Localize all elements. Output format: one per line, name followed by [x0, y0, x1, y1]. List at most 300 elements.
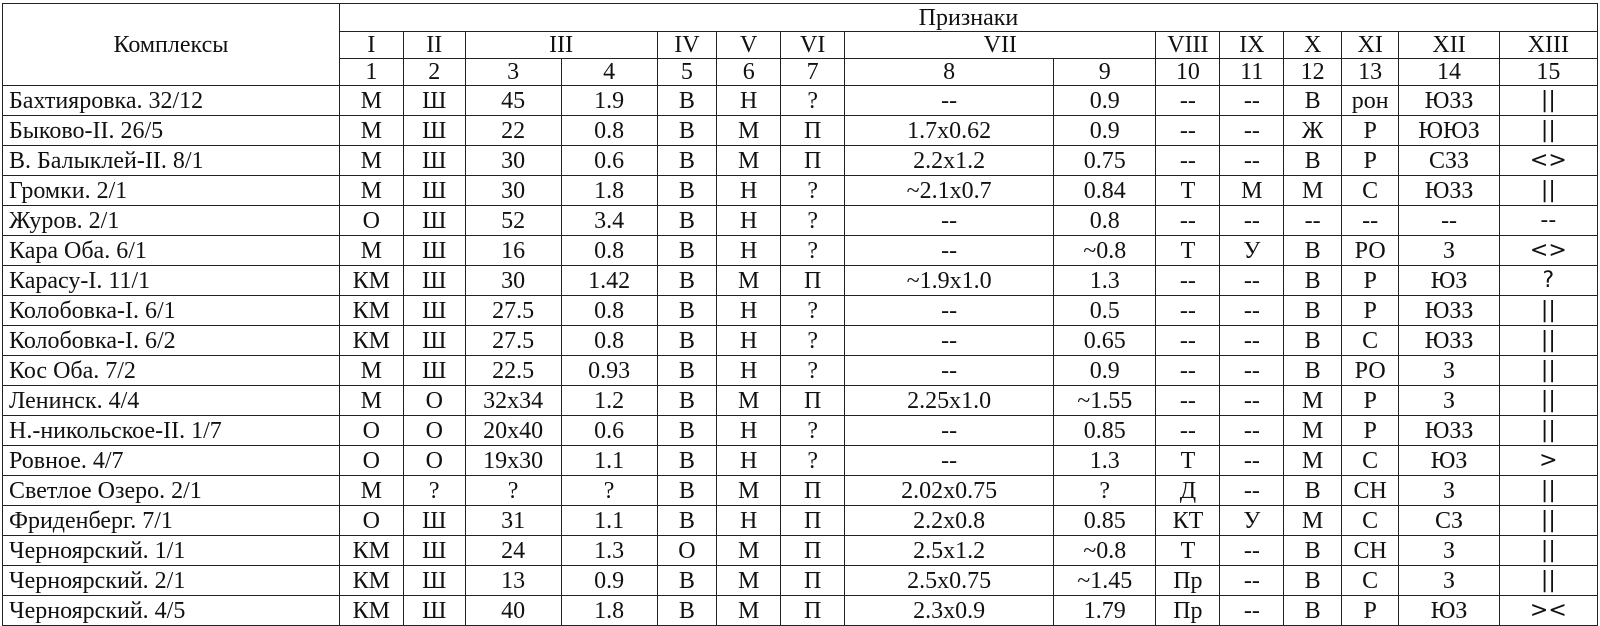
- sign-cell-1: М: [339, 356, 403, 386]
- sign-cell-5: В: [657, 86, 717, 116]
- column-header: 6: [717, 59, 781, 86]
- sign-cell-7: ?: [781, 236, 845, 266]
- sign-cell-3: 16: [465, 236, 561, 266]
- sign-cell-12: М: [1284, 506, 1342, 536]
- sign-cell-9: 0.9: [1054, 116, 1156, 146]
- sign-cell-15: >: [1499, 446, 1597, 476]
- sign-cell-15: ||: [1499, 86, 1597, 116]
- sign-cell-2: Ш: [403, 116, 465, 146]
- sign-cell-1: КМ: [339, 536, 403, 566]
- sign-cell-8: 2.2x1.2: [845, 146, 1054, 176]
- sign-cell-4: ?: [561, 476, 657, 506]
- sign-cell-3: ?: [465, 476, 561, 506]
- sign-cell-12: М: [1284, 416, 1342, 446]
- sign-cell-5: В: [657, 386, 717, 416]
- sign-cell-3: 40: [465, 596, 561, 626]
- table-row: [3, 236, 1598, 266]
- sign-cell-3: 30: [465, 146, 561, 176]
- sign-cell-2: Ш: [403, 176, 465, 206]
- complex-name-cell: Черноярский. 2/1: [3, 566, 340, 596]
- sign-cell-7: П: [781, 146, 845, 176]
- sign-cell-7: П: [781, 596, 845, 626]
- table-row: [3, 596, 1598, 626]
- sign-cell-6: Н: [717, 236, 781, 266]
- sign-cell-15: ||: [1499, 326, 1597, 356]
- sign-cell-6: Н: [717, 206, 781, 236]
- sign-cell-13: Р: [1341, 146, 1399, 176]
- sign-cell-8: 2.5x0.75: [845, 566, 1054, 596]
- table-row: [3, 536, 1598, 566]
- column-header: 13: [1341, 59, 1399, 86]
- sign-cell-15: ||: [1499, 506, 1597, 536]
- sign-cell-1: О: [339, 446, 403, 476]
- sign-cell-1: КМ: [339, 566, 403, 596]
- sign-cell-9: ~1.45: [1054, 566, 1156, 596]
- sign-cell-11: --: [1220, 116, 1284, 146]
- sign-cell-10: --: [1156, 326, 1220, 356]
- sign-cell-8: 1.7x0.62: [845, 116, 1054, 146]
- table-row: [3, 146, 1598, 176]
- sign-cell-6: М: [717, 146, 781, 176]
- sign-cell-10: --: [1156, 206, 1220, 236]
- sign-cell-13: С: [1341, 506, 1399, 536]
- sign-cell-6: Н: [717, 86, 781, 116]
- sign-cell-2: ?: [403, 476, 465, 506]
- sign-cell-11: --: [1220, 356, 1284, 386]
- sign-cell-12: В: [1284, 326, 1342, 356]
- sign-cell-4: 0.9: [561, 566, 657, 596]
- sign-cell-5: В: [657, 416, 717, 446]
- sign-cell-13: Р: [1341, 116, 1399, 146]
- sign-cell-2: Ш: [403, 326, 465, 356]
- table-container: [2, 3, 1598, 626]
- group-header: VI: [781, 32, 845, 59]
- table-row: [3, 566, 1598, 596]
- sign-cell-1: О: [339, 206, 403, 236]
- sign-cell-10: --: [1156, 86, 1220, 116]
- sign-cell-9: 0.5: [1054, 296, 1156, 326]
- sign-cell-8: --: [845, 446, 1054, 476]
- sign-cell-11: У: [1220, 236, 1284, 266]
- sign-cell-3: 13: [465, 566, 561, 596]
- sign-cell-9: 0.9: [1054, 86, 1156, 116]
- sign-cell-9: ~0.8: [1054, 536, 1156, 566]
- sign-cell-5: В: [657, 476, 717, 506]
- sign-cell-3: 27.5: [465, 326, 561, 356]
- sign-cell-8: --: [845, 416, 1054, 446]
- sign-cell-4: 1.8: [561, 176, 657, 206]
- sign-cell-8: 2.02x0.75: [845, 476, 1054, 506]
- sign-cell-9: 1.3: [1054, 446, 1156, 476]
- sign-cell-15: ||: [1499, 356, 1597, 386]
- sign-cell-6: М: [717, 266, 781, 296]
- sign-cell-4: 0.8: [561, 326, 657, 356]
- sign-cell-12: В: [1284, 356, 1342, 386]
- sign-cell-5: В: [657, 326, 717, 356]
- sign-cell-8: 2.2x0.8: [845, 506, 1054, 536]
- sign-cell-12: М: [1284, 176, 1342, 206]
- sign-cell-7: П: [781, 536, 845, 566]
- sign-cell-2: Ш: [403, 506, 465, 536]
- sign-cell-11: --: [1220, 416, 1284, 446]
- group-header: XIII: [1499, 32, 1597, 59]
- complex-name-cell: Ровное. 4/7: [3, 446, 340, 476]
- sign-cell-9: 1.79: [1054, 596, 1156, 626]
- sign-cell-14: ЮЗЗ: [1399, 296, 1499, 326]
- sign-cell-13: рон: [1341, 86, 1399, 116]
- sign-cell-5: В: [657, 236, 717, 266]
- sign-cell-6: Н: [717, 296, 781, 326]
- sign-cell-10: КТ: [1156, 506, 1220, 536]
- sign-cell-12: В: [1284, 266, 1342, 296]
- sign-cell-11: --: [1220, 146, 1284, 176]
- sign-cell-9: 0.85: [1054, 506, 1156, 536]
- sign-cell-9: 0.8: [1054, 206, 1156, 236]
- group-header: XI: [1341, 32, 1399, 59]
- sign-cell-15: <>: [1499, 236, 1597, 266]
- sign-cell-8: 2.25x1.0: [845, 386, 1054, 416]
- sign-cell-11: --: [1220, 596, 1284, 626]
- sign-cell-7: ?: [781, 86, 845, 116]
- sign-cell-7: П: [781, 476, 845, 506]
- sign-cell-8: --: [845, 326, 1054, 356]
- column-header: 1: [339, 59, 403, 86]
- table-row: [3, 86, 1598, 116]
- group-header: VII: [845, 32, 1156, 59]
- sign-cell-3: 30: [465, 176, 561, 206]
- sign-cell-3: 45: [465, 86, 561, 116]
- sign-cell-13: Р: [1341, 596, 1399, 626]
- sign-cell-15: ||: [1499, 416, 1597, 446]
- sign-cell-7: П: [781, 506, 845, 536]
- sign-cell-1: КМ: [339, 326, 403, 356]
- sign-cell-3: 30: [465, 266, 561, 296]
- sign-cell-10: Пр: [1156, 566, 1220, 596]
- sign-cell-12: В: [1284, 146, 1342, 176]
- sign-cell-11: --: [1220, 476, 1284, 506]
- sign-cell-5: В: [657, 116, 717, 146]
- sign-cell-14: СЗЗ: [1399, 146, 1499, 176]
- table-row: [3, 326, 1598, 356]
- sign-cell-14: ЮЗ: [1399, 266, 1499, 296]
- sign-cell-3: 22.5: [465, 356, 561, 386]
- group-header: VIII: [1156, 32, 1220, 59]
- sign-cell-5: В: [657, 146, 717, 176]
- sign-cell-15: ||: [1499, 176, 1597, 206]
- sign-cell-8: --: [845, 356, 1054, 386]
- complex-name-cell: Светлое Озеро. 2/1: [3, 476, 340, 506]
- sign-cell-11: --: [1220, 326, 1284, 356]
- sign-cell-7: ?: [781, 296, 845, 326]
- sign-cell-14: З: [1399, 356, 1499, 386]
- sign-cell-1: М: [339, 146, 403, 176]
- sign-cell-5: В: [657, 446, 717, 476]
- column-header: 9: [1054, 59, 1156, 86]
- table-row: [3, 206, 1598, 236]
- table-row: [3, 446, 1598, 476]
- group-header: X: [1284, 32, 1342, 59]
- sign-cell-6: М: [717, 536, 781, 566]
- sign-cell-13: С: [1341, 446, 1399, 476]
- sign-cell-7: П: [781, 266, 845, 296]
- table-row: [3, 476, 1598, 506]
- sign-cell-3: 20x40: [465, 416, 561, 446]
- sign-cell-6: Н: [717, 176, 781, 206]
- sign-cell-13: СН: [1341, 536, 1399, 566]
- sign-cell-14: ЮЮЗ: [1399, 116, 1499, 146]
- sign-cell-9: 1.3: [1054, 266, 1156, 296]
- sign-cell-6: Н: [717, 506, 781, 536]
- sign-cell-2: Ш: [403, 296, 465, 326]
- sign-cell-14: ЮЗ: [1399, 596, 1499, 626]
- sign-cell-6: М: [717, 116, 781, 146]
- table-row: [3, 356, 1598, 386]
- sign-cell-2: О: [403, 386, 465, 416]
- sign-cell-15: ||: [1499, 386, 1597, 416]
- sign-cell-5: В: [657, 596, 717, 626]
- sign-cell-13: С: [1341, 326, 1399, 356]
- sign-cell-4: 0.8: [561, 296, 657, 326]
- sign-cell-4: 3.4: [561, 206, 657, 236]
- table-row: [3, 116, 1598, 146]
- sign-cell-6: М: [717, 476, 781, 506]
- sign-cell-9: 0.85: [1054, 416, 1156, 446]
- sign-cell-4: 1.1: [561, 446, 657, 476]
- sign-cell-11: --: [1220, 266, 1284, 296]
- sign-cell-13: --: [1341, 206, 1399, 236]
- sign-cell-1: О: [339, 506, 403, 536]
- sign-cell-11: --: [1220, 536, 1284, 566]
- table-row: [3, 506, 1598, 536]
- sign-cell-3: 52: [465, 206, 561, 236]
- sign-cell-3: 19x30: [465, 446, 561, 476]
- sign-cell-15: ||: [1499, 476, 1597, 506]
- sign-cell-15: ||: [1499, 116, 1597, 146]
- sign-cell-2: О: [403, 416, 465, 446]
- complex-name-cell: Колобовка-I. 6/1: [3, 296, 340, 326]
- group-header: IV: [657, 32, 717, 59]
- sign-cell-4: 0.6: [561, 416, 657, 446]
- sign-cell-5: В: [657, 206, 717, 236]
- sign-cell-1: М: [339, 116, 403, 146]
- sign-cell-7: П: [781, 566, 845, 596]
- sign-cell-15: ?: [1499, 266, 1597, 296]
- column-header: 12: [1284, 59, 1342, 86]
- sign-cell-12: В: [1284, 86, 1342, 116]
- column-header: 10: [1156, 59, 1220, 86]
- sign-cell-3: 22: [465, 116, 561, 146]
- complex-name-cell: Ленинск. 4/4: [3, 386, 340, 416]
- signs-header: Признаки: [339, 4, 1597, 32]
- column-header: 15: [1499, 59, 1597, 86]
- sign-cell-11: У: [1220, 506, 1284, 536]
- sign-cell-4: 1.9: [561, 86, 657, 116]
- sign-cell-7: ?: [781, 446, 845, 476]
- sign-cell-12: В: [1284, 596, 1342, 626]
- table-body: [3, 86, 1598, 626]
- complexes-header: Комплексы: [3, 4, 340, 86]
- sign-cell-13: С: [1341, 176, 1399, 206]
- sign-cell-6: Н: [717, 326, 781, 356]
- sign-cell-14: З: [1399, 236, 1499, 266]
- sign-cell-13: РО: [1341, 356, 1399, 386]
- sign-cell-1: М: [339, 176, 403, 206]
- sign-cell-14: --: [1399, 206, 1499, 236]
- sign-cell-2: Ш: [403, 356, 465, 386]
- sign-cell-3: 31: [465, 506, 561, 536]
- sign-cell-8: ~2.1x0.7: [845, 176, 1054, 206]
- sign-cell-13: РО: [1341, 236, 1399, 266]
- complex-name-cell: Фриденберг. 7/1: [3, 506, 340, 536]
- sign-cell-7: ?: [781, 356, 845, 386]
- header-row-signs: [3, 4, 1598, 32]
- sign-cell-1: О: [339, 416, 403, 446]
- sign-cell-10: Т: [1156, 446, 1220, 476]
- sign-cell-13: Р: [1341, 386, 1399, 416]
- sign-cell-8: 2.5x1.2: [845, 536, 1054, 566]
- sign-cell-14: З: [1399, 386, 1499, 416]
- sign-cell-12: В: [1284, 296, 1342, 326]
- sign-cell-5: В: [657, 176, 717, 206]
- group-header: I: [339, 32, 403, 59]
- sign-cell-4: 1.3: [561, 536, 657, 566]
- sign-cell-13: СН: [1341, 476, 1399, 506]
- sign-cell-15: <>: [1499, 146, 1597, 176]
- sign-cell-4: 0.8: [561, 116, 657, 146]
- sign-cell-5: В: [657, 356, 717, 386]
- sign-cell-8: --: [845, 296, 1054, 326]
- sign-cell-1: КМ: [339, 296, 403, 326]
- sign-cell-2: Ш: [403, 86, 465, 116]
- sign-cell-7: П: [781, 116, 845, 146]
- sign-cell-11: --: [1220, 206, 1284, 236]
- sign-cell-6: Н: [717, 446, 781, 476]
- column-header: 4: [561, 59, 657, 86]
- complex-name-cell: Быково-II. 26/5: [3, 116, 340, 146]
- sign-cell-11: --: [1220, 296, 1284, 326]
- sign-cell-11: --: [1220, 446, 1284, 476]
- sign-cell-10: --: [1156, 416, 1220, 446]
- complex-name-cell: Черноярский. 1/1: [3, 536, 340, 566]
- complex-name-cell: Черноярский. 4/5: [3, 596, 340, 626]
- sign-cell-7: ?: [781, 416, 845, 446]
- sign-cell-15: ||: [1499, 566, 1597, 596]
- table-row: [3, 296, 1598, 326]
- column-header: 3: [465, 59, 561, 86]
- sign-cell-2: О: [403, 446, 465, 476]
- sign-cell-14: З: [1399, 476, 1499, 506]
- sign-cell-10: --: [1156, 146, 1220, 176]
- sign-cell-14: З: [1399, 566, 1499, 596]
- sign-cell-13: Р: [1341, 416, 1399, 446]
- sign-cell-2: Ш: [403, 266, 465, 296]
- sign-cell-11: --: [1220, 86, 1284, 116]
- sign-cell-12: В: [1284, 566, 1342, 596]
- complex-name-cell: Журов. 2/1: [3, 206, 340, 236]
- sign-cell-15: ||: [1499, 536, 1597, 566]
- sign-cell-9: 0.65: [1054, 326, 1156, 356]
- complex-name-cell: Бахтияровка. 32/12: [3, 86, 340, 116]
- sign-cell-1: М: [339, 236, 403, 266]
- sign-cell-6: Н: [717, 416, 781, 446]
- group-header: IX: [1220, 32, 1284, 59]
- sign-cell-7: П: [781, 386, 845, 416]
- complex-name-cell: Громки. 2/1: [3, 176, 340, 206]
- sign-cell-12: В: [1284, 536, 1342, 566]
- sign-cell-10: Т: [1156, 536, 1220, 566]
- sign-cell-12: --: [1284, 206, 1342, 236]
- column-header: 14: [1399, 59, 1499, 86]
- sign-cell-12: Ж: [1284, 116, 1342, 146]
- table-row: [3, 176, 1598, 206]
- sign-cell-14: З: [1399, 536, 1499, 566]
- sign-cell-4: 1.8: [561, 596, 657, 626]
- column-header: 2: [403, 59, 465, 86]
- sign-cell-6: М: [717, 566, 781, 596]
- table-row: [3, 386, 1598, 416]
- sign-cell-10: --: [1156, 356, 1220, 386]
- sign-cell-6: М: [717, 596, 781, 626]
- sign-cell-13: Р: [1341, 296, 1399, 326]
- sign-cell-2: Ш: [403, 146, 465, 176]
- sign-cell-6: Н: [717, 356, 781, 386]
- complex-name-cell: Колобовка-I. 6/2: [3, 326, 340, 356]
- sign-cell-4: 1.42: [561, 266, 657, 296]
- sign-cell-4: 0.8: [561, 236, 657, 266]
- sign-cell-8: ~1.9x1.0: [845, 266, 1054, 296]
- sign-cell-3: 27.5: [465, 296, 561, 326]
- sign-cell-9: ~0.8: [1054, 236, 1156, 266]
- sign-cell-10: Д: [1156, 476, 1220, 506]
- sign-cell-12: В: [1284, 236, 1342, 266]
- complex-name-cell: Карасу-I. 11/1: [3, 266, 340, 296]
- sign-cell-10: Пр: [1156, 596, 1220, 626]
- sign-cell-8: --: [845, 236, 1054, 266]
- sign-cell-9: 0.9: [1054, 356, 1156, 386]
- sign-cell-10: --: [1156, 116, 1220, 146]
- sign-cell-14: ЮЗЗ: [1399, 326, 1499, 356]
- sign-cell-2: Ш: [403, 536, 465, 566]
- sign-cell-7: ?: [781, 326, 845, 356]
- complex-name-cell: Кос Оба. 7/2: [3, 356, 340, 386]
- table-row: [3, 266, 1598, 296]
- sign-cell-11: --: [1220, 566, 1284, 596]
- sign-cell-10: Т: [1156, 176, 1220, 206]
- sign-cell-1: М: [339, 386, 403, 416]
- sign-cell-11: М: [1220, 176, 1284, 206]
- sign-cell-14: ЮЗЗ: [1399, 86, 1499, 116]
- sign-cell-9: ?: [1054, 476, 1156, 506]
- sign-cell-15: ||: [1499, 296, 1597, 326]
- sign-cell-9: 0.84: [1054, 176, 1156, 206]
- sign-cell-1: М: [339, 86, 403, 116]
- sign-cell-8: --: [845, 86, 1054, 116]
- sign-cell-2: Ш: [403, 596, 465, 626]
- sign-cell-12: В: [1284, 476, 1342, 506]
- sign-cell-10: --: [1156, 266, 1220, 296]
- sign-cell-10: --: [1156, 296, 1220, 326]
- sign-cell-13: С: [1341, 566, 1399, 596]
- sign-cell-3: 32x34: [465, 386, 561, 416]
- sign-cell-7: ?: [781, 176, 845, 206]
- sign-cell-15: --: [1499, 206, 1597, 236]
- sign-cell-4: 0.93: [561, 356, 657, 386]
- sign-cell-2: Ш: [403, 206, 465, 236]
- column-header: 8: [845, 59, 1054, 86]
- complex-name-cell: В. Балыклей-II. 8/1: [3, 146, 340, 176]
- features-table: [2, 3, 1598, 626]
- sign-cell-9: ~1.55: [1054, 386, 1156, 416]
